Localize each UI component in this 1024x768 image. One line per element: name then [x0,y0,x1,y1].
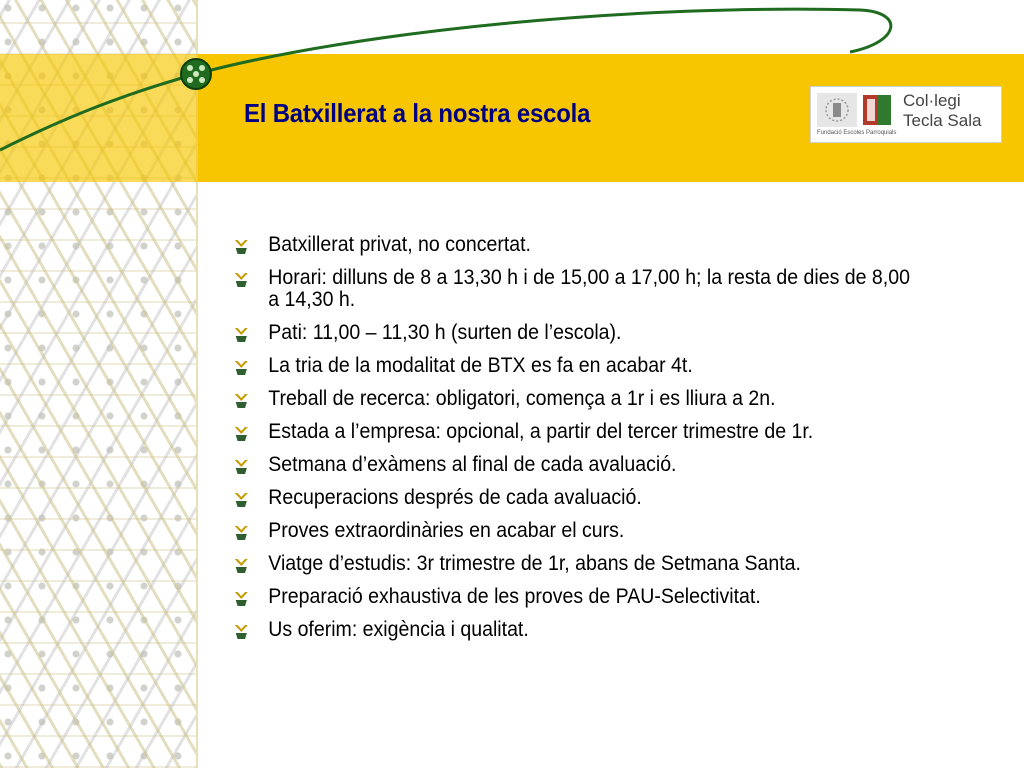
school-emblem-icon [817,93,857,127]
bullet-icon [232,522,251,542]
slide-title: El Batxillerat a la nostra escola [244,98,591,128]
list-item-text: Pati: 11,00 – 11,30 h (surten de l’escola). [268,321,622,344]
bullet-icon [232,423,251,443]
logo-name-line2: Tecla Sala [903,111,982,130]
bullet-icon [232,236,251,256]
bullet-icon [232,269,251,289]
list-item [232,586,910,608]
book-icon [861,93,893,127]
bullet-icon [232,456,251,476]
list-item [232,454,910,476]
school-logo [810,86,1002,143]
bullet-icon [232,390,251,410]
list-item-text: Estada a l’empresa: opcional, a partir del tercer trimestre de 1r. [268,420,814,443]
list-item-text: Recuperacions després de cada avaluació. [268,486,642,509]
list-item [232,520,910,542]
logo-name-line1: Col·legi [903,91,961,110]
list-item [232,421,910,443]
list-item-text: La tria de la modalitat de BTX es fa en acabar 4t. [268,354,693,377]
logo-foundation-text: Fundació Escoles Parroquials [817,130,897,136]
list-item [232,322,910,344]
list-item-text: Batxillerat privat, no concertat. [268,233,531,256]
list-item-text: Viatge d’estudis: 3r trimestre de 1r, abans de Setmana Santa. [268,552,801,575]
list-item [232,619,910,641]
bullet-icon [232,588,251,608]
list-item [232,553,910,575]
green-node-icon [181,59,211,89]
bullet-icon [232,489,251,509]
bullet-icon [232,357,251,377]
bullet-icon [232,555,251,575]
list-item-text: Proves extraordinàries en acabar el curs. [268,519,625,542]
bullet-list [232,234,952,652]
list-item-text: Setmana d’exàmens al final de cada avaluació. [268,453,677,476]
bullet-icon [232,621,251,641]
list-item [232,487,910,509]
list-item [232,355,910,377]
list-item-text: Preparació exhaustiva de les proves de PAU-Selectivitat. [268,585,761,608]
bullet-icon [232,324,251,344]
list-item-text: Us oferim: exigència i qualitat. [268,618,529,641]
list-item-text: Treball de recerca: obligatori, comença a 1r i es lliura a 2n. [268,387,776,410]
list-item-text: Horari: dilluns de 8 a 13,30 h i de 15,00 a 17,00 h; la resta de dies de 8,00 a 14,30 h. [268,266,910,311]
list-item [232,267,910,311]
list-item [232,388,910,410]
list-item [232,234,910,256]
